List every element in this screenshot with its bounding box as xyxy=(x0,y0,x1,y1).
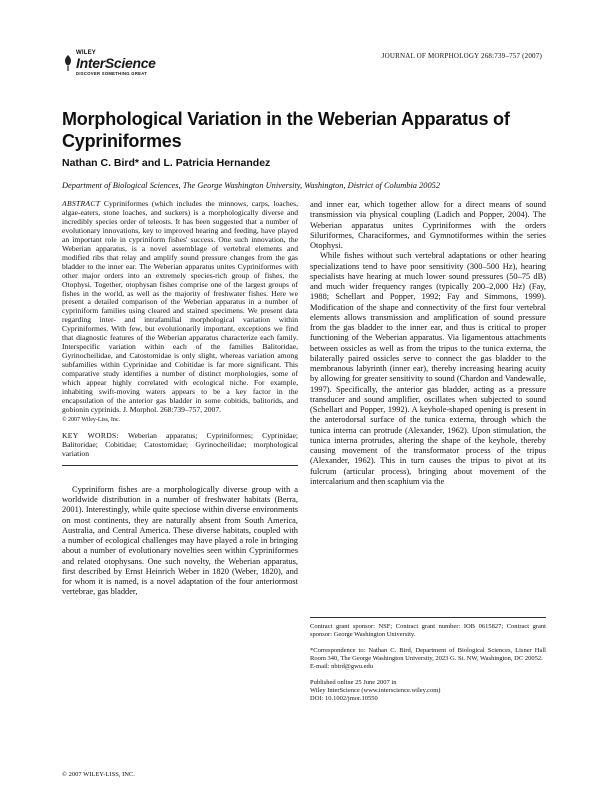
doi-link[interactable]: DOI: 10.1002/jmor.10550 xyxy=(310,695,378,702)
footer-copyright: © 2007 WILEY-LISS, INC. xyxy=(62,771,135,778)
abstract xyxy=(62,200,298,425)
published-online: Published online 25 June 2007 in xyxy=(310,679,397,686)
keywords-label: KEY WORDS: xyxy=(62,430,119,440)
author-affiliation: Department of Biological Sciences, The George Washington University, Washington, District of Columbia 20052 xyxy=(62,181,441,190)
keywords-text: Weberian apparatus; Cypriniformes; Cyprinidae; Balitoridae; Cobitidae; Catostomidae; Gyrinocheilidae; morphological variation xyxy=(62,430,298,458)
footnote-divider xyxy=(310,617,546,618)
publisher-name: WILEY xyxy=(76,50,96,56)
intro-paragraph: Cypriniform fishes are a morphologically diverse group with a worldwide distribution in a number of freshwater habitats (Berra, 2001). Interestingly, while quite speciose within diverse environments on most continents, they are naturally absent from South America, Australia, and Central America. These diverse habitats, coupled with a number of ecological challenges may have played a role in bringing about a number of evolutionary novelties seen within Cypriniformes and related otophysans. One such novelty, the Weberian apparatus, first described by Ernst Heinrich Weber in 1820 (Weber, 1820), and for whom it is named, is a novel adaptation of the four anteriormost vertebrae, gas bladder, xyxy=(62,484,298,597)
email-address[interactable]: E-mail: nbird@gwu.edu xyxy=(310,663,374,670)
left-column xyxy=(62,200,298,598)
abstract-copyright: © 2007 Wiley-Liss, Inc. xyxy=(62,416,121,423)
abstract-label: ABSTRACT xyxy=(62,199,101,208)
keywords xyxy=(62,431,298,458)
wiley-site-link[interactable]: Wiley InterScience (www.interscience.wiley.com) xyxy=(310,687,441,694)
footnotes xyxy=(310,617,546,711)
body-paragraph-1: and inner ear, which together allow for a direct means of sound transmission via physical coupling (Ladich and Popper, 2004). The Weberian apparatus unites Cypriniformes with the orders Siluriformes, Characiformes, and Gymnotiformes within the series Otophysi. xyxy=(310,200,546,250)
brand-tagline: DISCOVER SOMETHING GREAT xyxy=(76,71,148,76)
article-authors: Nathan C. Bird* and L. Patricia Hernandez xyxy=(62,157,271,169)
right-column xyxy=(310,200,546,487)
brand-name: InterScience xyxy=(76,55,156,71)
article-title: Morphological Variation in the Weberian Apparatus of Cypriniformes xyxy=(62,109,510,151)
journal-reference: JOURNAL OF MORPHOLOGY 268:739–757 (2007) xyxy=(381,52,542,60)
publication-info xyxy=(310,679,546,703)
body-paragraph-2: While fishes without such vertebral adaptations or other hearing specializations tend to have poor sensitivity (300–500 Hz), hearing specialists have hearing at much lower sound pressures (50–75 dB) and much wider frequency ranges (typically 200–2,000 Hz) (Fay, 1988; Schellart and Popper, 1992; Fay and Simmons, 1999). Modification of the shape and connectivity of the first four vertebral elements allows transmission and amplification of sound pressure from the gas bladder to the inner ear, and thus is critical to proper functioning of the Weberian apparatus. Via ligamentous attachments between ossicles as well as from the tripus to the tunica externa, the bilaterally paired ossicles serve to connect the gas bladder to the membranous labyrinth (inner ear), thereby increasing hearing acuity by allowing for greater sensitivity to sound (Chardon and Vandewalle, 1997). Specifically, the anterior gas bladder, acting as a pressure transducer and sound amplifier, oscillates when subjected to sound (Schellart and Popper, 1992). A keyhole-shaped opening is present in the anterodorsal surface of the tunica externa, through which the tunica interna can protrude (Alexander, 1962). Upon stimulation, the tunica interna protrudes, altering the shape of the keyhole, thereby causing movement of the transformator process of the tripus (Alexander, 1962). This in turn causes the tripus to pivot at its fulcrum (articular process), bringing about movement of the intercalarium and then scaphium via the xyxy=(310,251,546,486)
abstract-text: Cypriniformes (which includes the minnows, carps, loaches, algae-eaters, stone loaches, and suckers) is a morphologically diverse and incredibly species order of teleosts. It has been suggested that a number of evolutionary innovations, key to improved hearing and feeding, have played an important role in cypriniform fishes' success. One such innovation, the Weberian apparatus, is a novel assemblage of vertebral elements and modified ribs that relay and amplify sound pressure changes from the gas bladder to the inner ear. The Weberian apparatus unites Cypriniformes with other major orders into an extremely species-rich group of fishes, the Otophysi. Together, otophysan fishes comprise one of the largest groups of fishes in the world, as well as the majority of freshwater fishes. Here we present a detailed comparison of the Weberian apparatus in a number of cypriniform families using cleared and stained specimens. We present data regarding inter- and intrafamilial morphological variation within Cypriniformes. With few, but evolutionarily important, exceptions we find that diagnostic features of the Weberian apparatus characterize each family. Interspecific variation within each of the families Balitoridae, Gyrinocheilidae, and Catostomidae is only slight, whereas variation among subfamilies within Cyprinidae and Cobitidae is far more significant. This comparative study identifies a number of distinct morphologies, some of which appear highly correlated with ecological niche. For example, inhabiting swift-moving waters appears to be a key factor in the encapsulation of the anterior gas bladder in some cobitids, balitorids, and gobionin cyprinids. J. Morphol. 268:739–757, 2007. xyxy=(62,199,298,414)
abstract-divider xyxy=(62,465,298,466)
correspondence-text: *Correspondence to: Nathan C. Bird, Department of Biological Sciences, Lisner Hall Room 340, The George Washington University, 2023 G. St. NW, Washington, DC 20052. xyxy=(310,647,546,662)
grant-footnote: Contract grant sponsor: NSF; Contract grant number: IOB 0615827; Contract grant sponsor: George Washington University. xyxy=(310,623,546,638)
wiley-interscience-logo[interactable] xyxy=(62,50,172,80)
correspondence-footnote xyxy=(310,647,546,671)
wiley-mark-icon xyxy=(62,54,74,72)
